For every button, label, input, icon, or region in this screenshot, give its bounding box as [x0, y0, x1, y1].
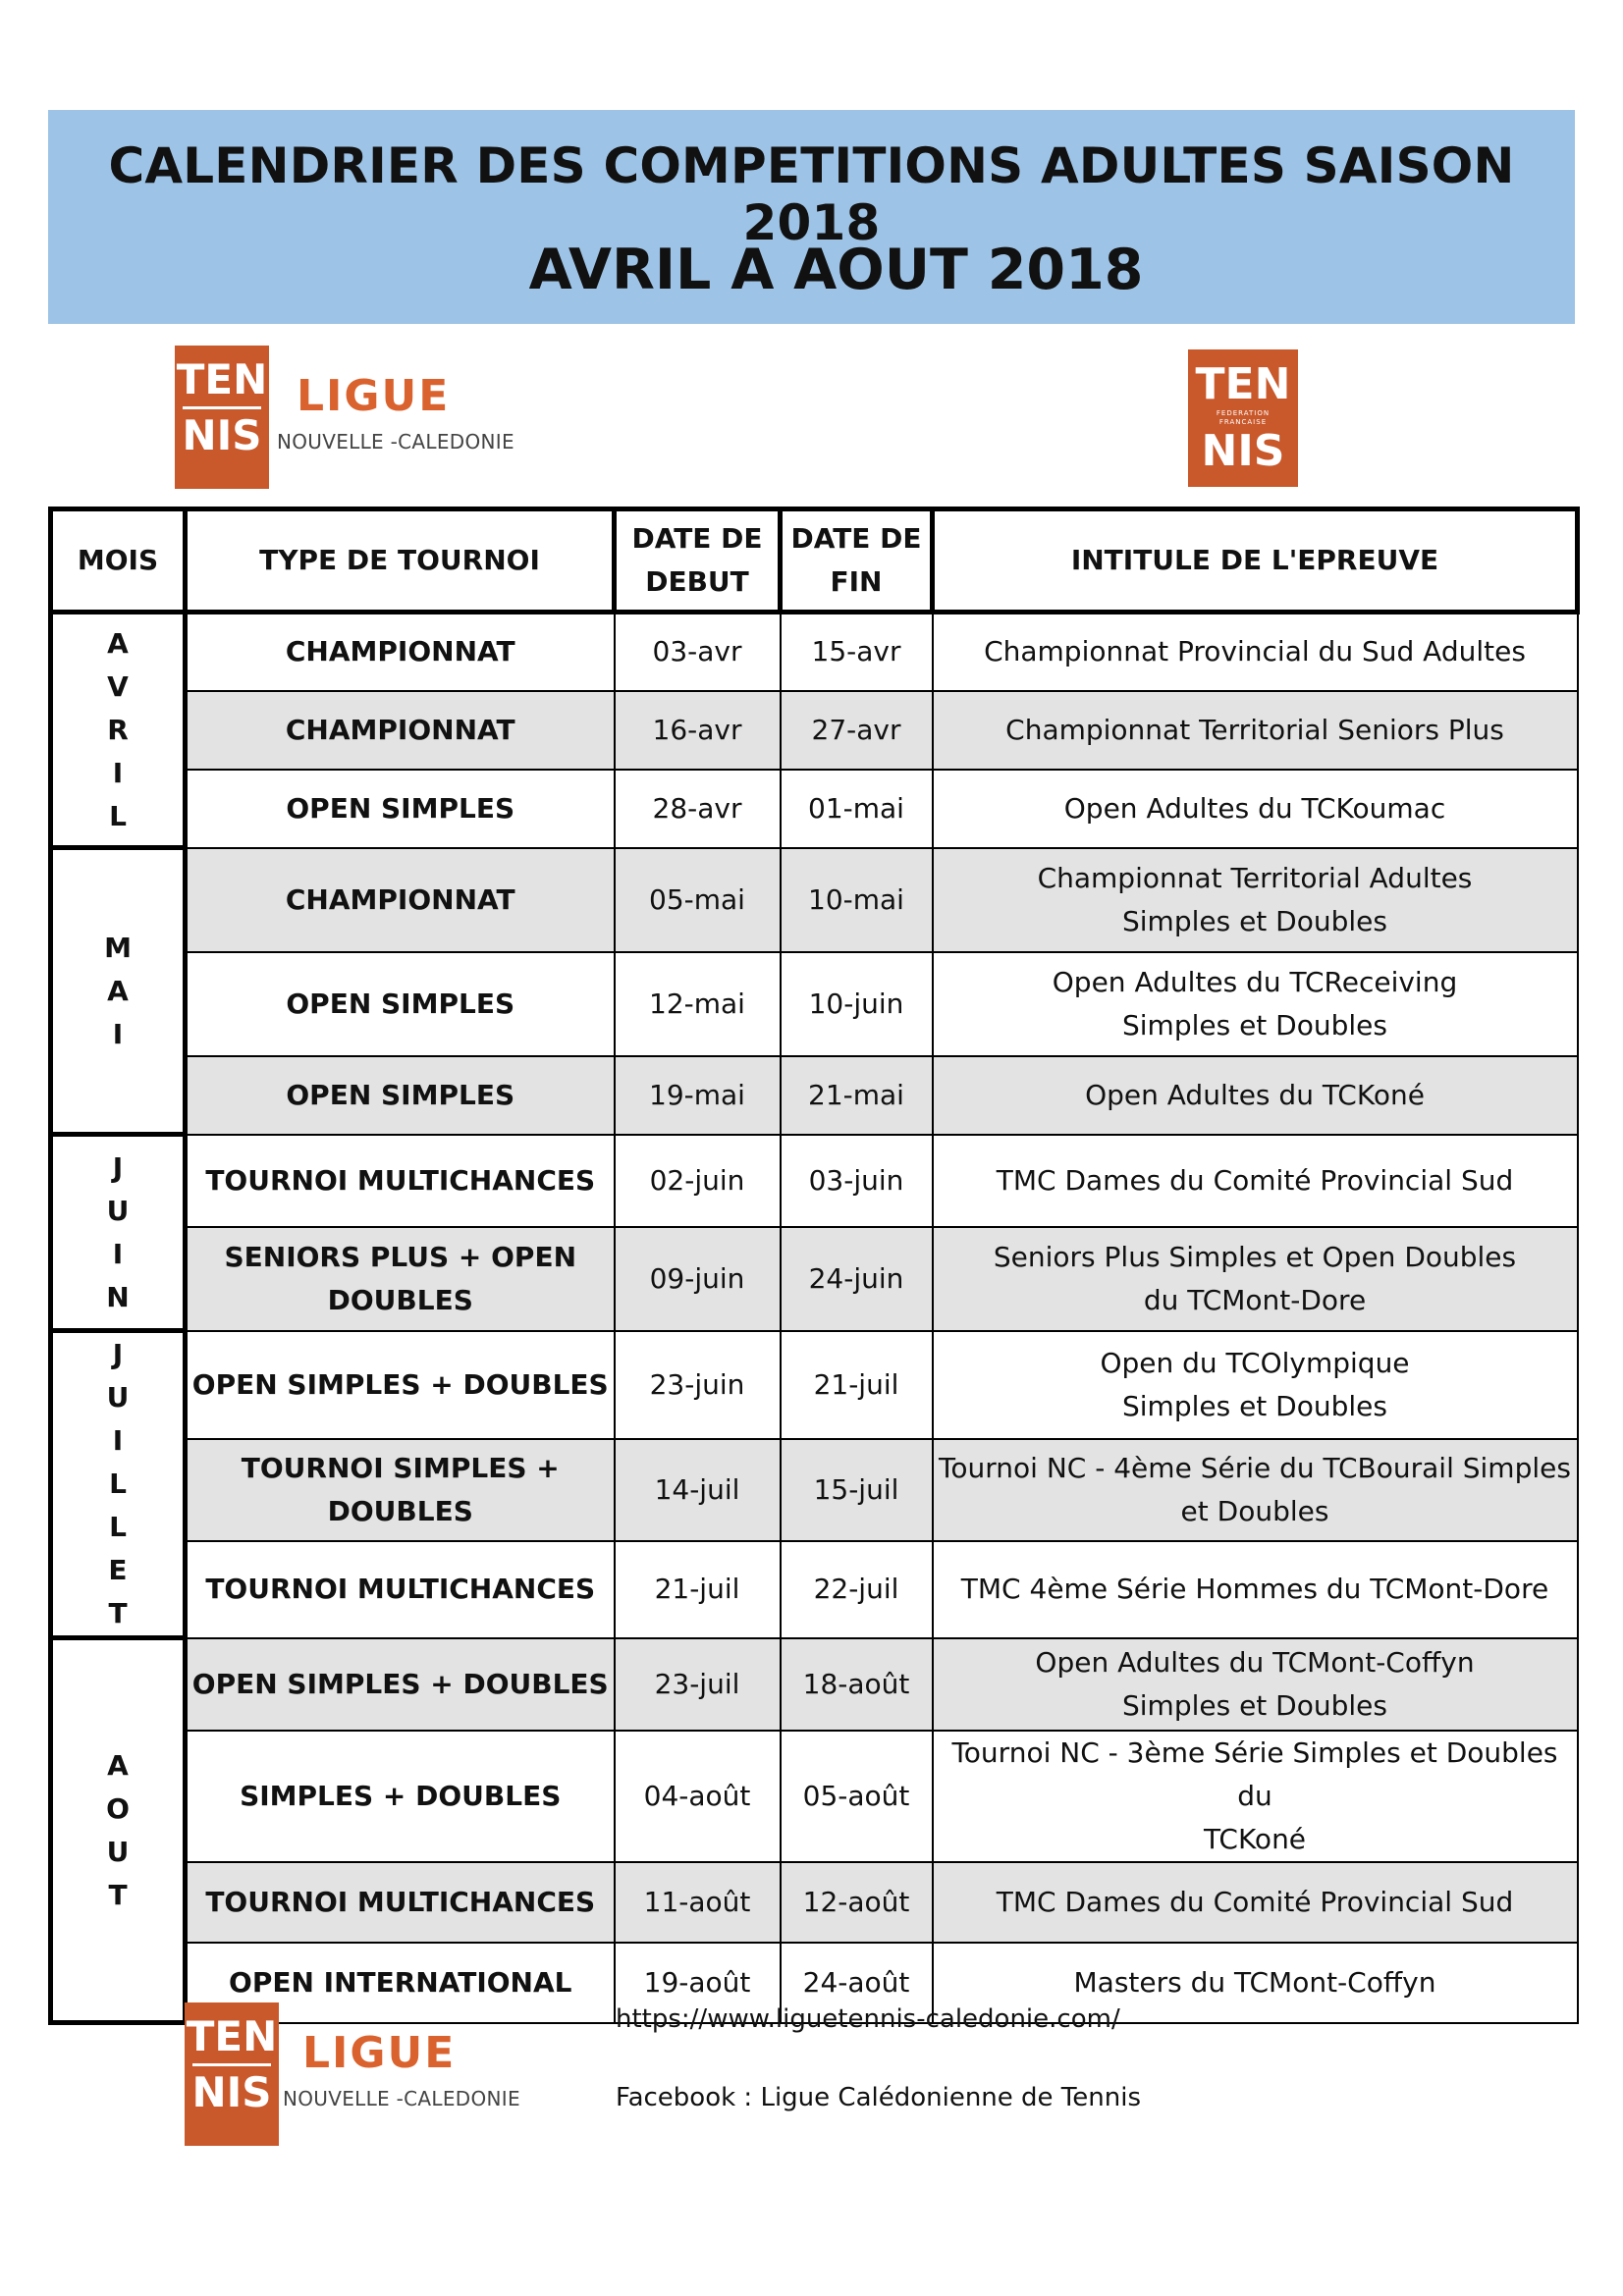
header-intitule: INTITULE DE L'EPREUVE: [933, 509, 1578, 613]
event-title-cell: Tournoi NC - 4ème Série du TCBourail Simples et Doubles: [933, 1439, 1578, 1541]
event-title-cell: Open Adultes du TCKoumac: [933, 770, 1578, 848]
end-date-cell: 21-mai: [781, 1056, 933, 1135]
month-cell-juin: J U I N: [51, 1135, 186, 1331]
event-title-cell: Open Adultes du TCMont-Coffyn Simples et Doubles: [933, 1638, 1578, 1731]
table-row: [51, 1862, 1578, 1943]
fft-logo: [1188, 349, 1300, 489]
event-title-cell: Tournoi NC - 3ème Série Simples et Doubles du TCKoné: [933, 1731, 1578, 1862]
end-date-cell: 10-juin: [781, 952, 933, 1056]
end-date-cell: 12-août: [781, 1862, 933, 1943]
start-date-cell: 12-mai: [615, 952, 781, 1056]
event-title-cell: Championnat Territorial Adultes Simples et Doubles: [933, 848, 1578, 952]
table-row: [51, 1541, 1578, 1637]
tennis-logo-box: TEN NIS: [185, 2002, 279, 2146]
start-date-cell: 14-juil: [615, 1439, 781, 1541]
tennis-logo-box: TEN NIS: [175, 346, 269, 489]
start-date-cell: 11-août: [615, 1862, 781, 1943]
event-title-cell: Open du TCOlympique Simples et Doubles: [933, 1331, 1578, 1440]
tournament-type-cell: OPEN INTERNATIONAL: [186, 1943, 615, 2023]
tournament-type-cell: TOURNOI MULTICHANCES: [186, 1541, 615, 1637]
fft-tennis-box: TEN FEDERATION FRANCAISE NIS: [1188, 349, 1298, 487]
end-date-cell: 22-juil: [781, 1541, 933, 1637]
start-date-cell: 19-mai: [615, 1056, 781, 1135]
table-row: [51, 952, 1578, 1056]
header-fin: DATE DE FIN: [781, 509, 933, 613]
table-row: [51, 1638, 1578, 1731]
start-date-cell: 19-août: [615, 1943, 781, 2023]
event-title-cell: Championnat Provincial du Sud Adultes: [933, 613, 1578, 691]
ligue-logo-top: [175, 346, 528, 491]
start-date-cell: 03-avr: [615, 613, 781, 691]
end-date-cell: 18-août: [781, 1638, 933, 1731]
tournament-type-cell: OPEN SIMPLES: [186, 770, 615, 848]
tournament-type-cell: OPEN SIMPLES: [186, 1056, 615, 1135]
tournament-type-cell: OPEN SIMPLES: [186, 952, 615, 1056]
event-title-cell: Seniors Plus Simples et Open Doubles du TCMont-Dore: [933, 1227, 1578, 1331]
header-type: TYPE DE TOURNOI: [186, 509, 615, 613]
title-banner: [48, 110, 1575, 324]
tournament-type-cell: CHAMPIONNAT: [186, 613, 615, 691]
ligue-region: NOUVELLE -CALEDONIE: [283, 2087, 520, 2110]
event-title-cell: TMC 4ème Série Hommes du TCMont-Dore: [933, 1541, 1578, 1637]
end-date-cell: 21-juil: [781, 1331, 933, 1440]
tournament-type-cell: OPEN SIMPLES + DOUBLES: [186, 1638, 615, 1731]
start-date-cell: 21-juil: [615, 1541, 781, 1637]
header-mois: MOIS: [51, 509, 186, 613]
start-date-cell: 02-juin: [615, 1135, 781, 1227]
website-link[interactable]: https://www.liguetennis-caledonie.com/: [616, 2004, 1120, 2034]
table-row: [51, 1731, 1578, 1862]
event-title-cell: Open Adultes du TCKoné: [933, 1056, 1578, 1135]
page-subtitle: AVRIL A AOUT 2018: [528, 238, 1144, 302]
table-row: [51, 770, 1578, 848]
start-date-cell: 23-juin: [615, 1331, 781, 1440]
ligue-logo-bottom: [185, 2002, 538, 2148]
tournament-type-cell: TOURNOI MULTICHANCES: [186, 1135, 615, 1227]
tournament-type-cell: TOURNOI MULTICHANCES: [186, 1862, 615, 1943]
table-row: [51, 691, 1578, 770]
tournament-type-cell: CHAMPIONNAT: [186, 691, 615, 770]
table-row: [51, 1056, 1578, 1135]
month-cell-aout: A O U T: [51, 1638, 186, 2023]
facebook-text: Facebook : Ligue Calédonienne de Tennis: [616, 2083, 1141, 2112]
header-debut: DATE DE DEBUT: [615, 509, 781, 613]
end-date-cell: 03-juin: [781, 1135, 933, 1227]
event-title-cell: Championnat Territorial Seniors Plus: [933, 691, 1578, 770]
ligue-word: LIGUE: [297, 371, 451, 421]
start-date-cell: 16-avr: [615, 691, 781, 770]
month-cell-mai: M A I: [51, 848, 186, 1135]
month-cell-juillet: J U I L L E T: [51, 1331, 186, 1638]
start-date-cell: 28-avr: [615, 770, 781, 848]
tournament-type-cell: SENIORS PLUS + OPEN DOUBLES: [186, 1227, 615, 1331]
month-cell-avril: A V R I L: [51, 613, 186, 848]
table-row: [51, 613, 1578, 691]
event-title-cell: TMC Dames du Comité Provincial Sud: [933, 1135, 1578, 1227]
table-header-row: [51, 509, 1578, 613]
start-date-cell: 23-juil: [615, 1638, 781, 1731]
event-title-cell: Open Adultes du TCReceiving Simples et Doubles: [933, 952, 1578, 1056]
table-row: [51, 1331, 1578, 1440]
end-date-cell: 15-juil: [781, 1439, 933, 1541]
tournament-type-cell: CHAMPIONNAT: [186, 848, 615, 952]
start-date-cell: 04-août: [615, 1731, 781, 1862]
end-date-cell: 01-mai: [781, 770, 933, 848]
event-title-cell: TMC Dames du Comité Provincial Sud: [933, 1862, 1578, 1943]
event-title-cell: Masters du TCMont-Coffyn: [933, 1943, 1578, 2023]
table-row: [51, 1227, 1578, 1331]
start-date-cell: 09-juin: [615, 1227, 781, 1331]
ligue-word: LIGUE: [302, 2028, 457, 2078]
table-row: [51, 1135, 1578, 1227]
end-date-cell: 10-mai: [781, 848, 933, 952]
page-title: CALENDRIER DES COMPETITIONS ADULTES SAISON 2018: [108, 137, 1515, 251]
end-date-cell: 05-août: [781, 1731, 933, 1862]
tournament-type-cell: OPEN SIMPLES + DOUBLES: [186, 1331, 615, 1440]
ligue-region: NOUVELLE -CALEDONIE: [277, 430, 514, 454]
end-date-cell: 27-avr: [781, 691, 933, 770]
tournament-type-cell: TOURNOI SIMPLES + DOUBLES: [186, 1439, 615, 1541]
table-row: [51, 848, 1578, 952]
tournament-type-cell: SIMPLES + DOUBLES: [186, 1731, 615, 1862]
end-date-cell: 24-août: [781, 1943, 933, 2023]
table-row: [51, 1439, 1578, 1541]
competition-calendar-table: [48, 507, 1580, 2025]
end-date-cell: 15-avr: [781, 613, 933, 691]
end-date-cell: 24-juin: [781, 1227, 933, 1331]
start-date-cell: 05-mai: [615, 848, 781, 952]
